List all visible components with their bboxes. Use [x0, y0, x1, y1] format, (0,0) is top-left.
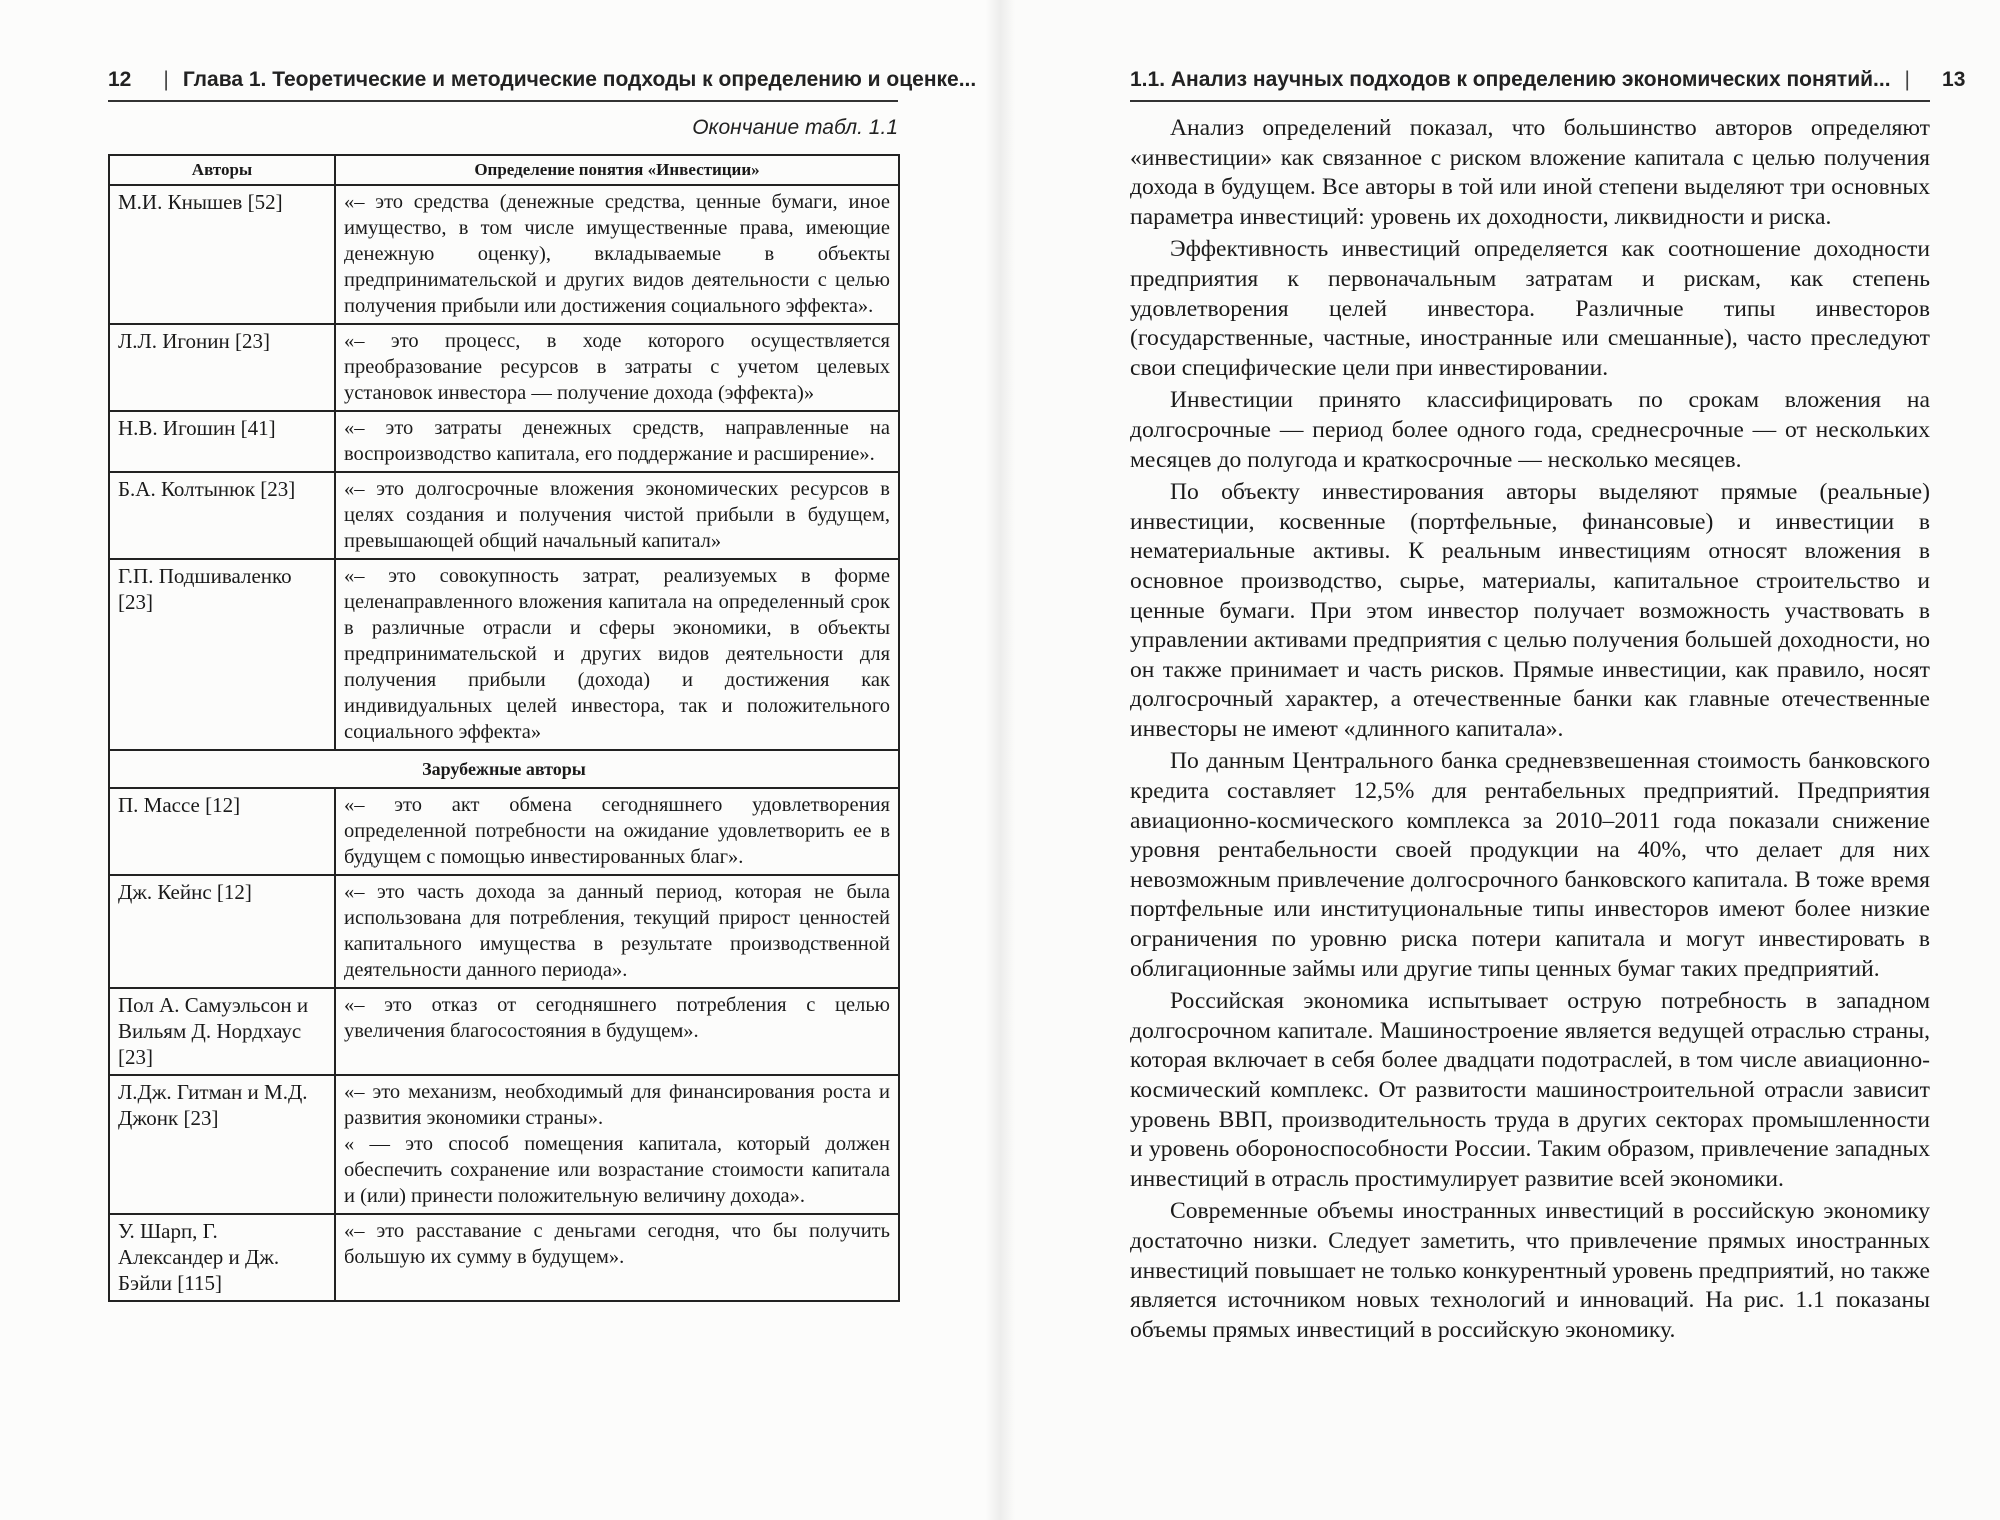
- right-body-text: [1130, 114, 1930, 1345]
- table-row: [109, 411, 899, 472]
- author-cell: Л.Дж. Гитман и М.Д. Джонк [23]: [109, 1075, 335, 1214]
- definition-cell: «– это процесс, в ходе которого осуществляется преобразование ресурсов в затраты с учетом целевых установок инвестора — получение дохода (эффекта)»: [335, 324, 899, 411]
- author-cell: П. Массе [12]: [109, 788, 335, 875]
- definition-cell: «– это часть дохода за данный период, которая не была использована для потребления, текущий прирост ценностей капитального имущества в результате производственной деятельности данного периода».: [335, 875, 899, 988]
- author-cell: Н.В. Игошин [41]: [109, 411, 335, 472]
- right-header-rule: [1130, 100, 1930, 102]
- paragraph: Современные объемы иностранных инвестиций в российскую экономику достаточно низки. Следует заметить, что привлечение прямых иностранных инвестиций повышает не только конкурентный уровень предприятий, но также является источником новых технологий и инноваций. На рис. 1.1 показаны объемы прямых инвестиций в российскую экономику.: [1130, 1198, 1930, 1343]
- table-row: [109, 472, 899, 559]
- definition-part-2: « — это способ помещения капитала, который должен обеспечить сохранение или возрастание стоимости капитала и (или) принести положительную величину дохода».: [344, 1133, 890, 1207]
- definition-cell: «– это расставание с деньгами сегодня, что бы получить большую их сумму в будущем».: [335, 1214, 899, 1301]
- paragraph: По объекту инвестирования авторы выделяют прямые (реальные) инвестиции, косвенные (портфельные, финансовые) и инвестиции в нематериальные активы. К реальным инвестициям относят вложения в основное производство, сырье, материалы, капитальное строительство и ценные бумаги. При этом инвестор получает возможность участвовать в управлении активами предприятия с целью получения большей доходности, но он также принимает и часть рисков. Прямые инвестиции, как правило, носят долгосрочный характер, а отечественные банки как главные отечественные инвесторы не имеют «длинного капитала».: [1130, 479, 1930, 742]
- right-running-head: [1130, 68, 1966, 92]
- table-row: [109, 559, 899, 750]
- paragraph: Анализ определений показал, что большинство авторов определяют «инвестиции» как связанное с риском вложение капитала с целью получения дохода в будущем. Все авторы в той или иной степени выделяют три основных параметра инвестиций: уровень их доходности, ликвидности и риска.: [1130, 115, 1930, 230]
- author-cell: Дж. Кейнс [12]: [109, 875, 335, 988]
- author-cell: М.И. Кнышев [52]: [109, 185, 335, 324]
- definition-cell: «– это средства (денежные средства, ценные бумаги, иное имущество, в том числе имущественные права, имеющие денежную оценку), вкладываемые в объекты предпринимательской и других видов деятельности с целью получения прибыли или достижения социального эффекта».: [335, 185, 899, 324]
- table-caption: Окончание табл. 1.1: [692, 116, 898, 139]
- table-row: [109, 988, 899, 1075]
- definition-cell: «– это отказ от сегодняшнего потребления с целью увеличения благосостояния в будущем».: [335, 988, 899, 1075]
- table-row: [109, 788, 899, 875]
- left-running-head: [108, 68, 977, 92]
- author-cell: Г.П. Подшиваленко [23]: [109, 559, 335, 750]
- left-header-rule: [108, 100, 898, 102]
- author-cell: У. Шарп, Г. Александер и Дж. Бэйли [115]: [109, 1214, 335, 1301]
- book-spine-shadow: [985, 0, 1015, 1520]
- definitions-table: [108, 154, 900, 1302]
- section-row: [109, 750, 899, 788]
- table-row: [109, 875, 899, 988]
- table-row: [109, 185, 899, 324]
- section-label-foreign-authors: Зарубежные авторы: [109, 750, 899, 788]
- author-cell: Л.Л. Игонин [23]: [109, 324, 335, 411]
- definition-cell: «– это акт обмена сегодняшнего удовлетворения определенной потребности на ожидание удовлетворить ее в будущем с помощью инвестированных благ».: [335, 788, 899, 875]
- column-header-authors: Авторы: [109, 155, 335, 185]
- right-section-title: 1.1. Анализ научных подходов к определению экономических понятий...: [1130, 68, 1891, 91]
- table-row: [109, 1214, 899, 1301]
- table-row: [109, 1075, 899, 1214]
- right-page-number: 13: [1942, 68, 1966, 91]
- left-page-number: 12: [108, 68, 132, 91]
- author-cell: Б.А. Колтынюк [23]: [109, 472, 335, 559]
- header-separator: |: [163, 68, 169, 91]
- paragraph: Российская экономика испытывает острую потребность в западном долгосрочном капитале. Машиностроение является ведущей отраслью страны, которая включает в себя более двадцати подотраслей, в том числе авиационно-космический комплекс. От развитости машиностроительной отрасли зависит уровень ВВП, производительность труда в других секторах промышленности и уровень обороноспособности России. Таким образом, привлечение западных инвестиций в отрасль простимулирует развитие всей экономики.: [1130, 988, 1930, 1192]
- definition-cell: [335, 1075, 899, 1214]
- definition-cell: «– это затраты денежных средств, направленные на воспроизводство капитала, его поддержание и расширение».: [335, 411, 899, 472]
- table-row: [109, 324, 899, 411]
- table-header-row: [109, 155, 899, 185]
- left-chapter-title: Глава 1. Теоретические и методические подходы к определению и оценке...: [182, 68, 977, 91]
- paragraph: Инвестиции принято классифицировать по срокам вложения на долгосрочные — период более одного года, среднесрочные — от нескольких месяцев до полугода и краткосрочные — несколько месяцев.: [1130, 387, 1930, 473]
- paragraph: По данным Центрального банка средневзвешенная стоимость банковского кредита составляет 12,5% для рентабельных предприятий. Предприятия авиационно-космического комплекса за 2010–2011 года показали снижение уровня рентабельности своей продукции на 40%, что делает для них невозможным привлечение долгосрочного банковского капитала. В тоже время портфельные или институциональные типы инвесторов имеют более низкие ограничения по уровню риска потери капитала и могут инвестировать в облигационные займы или другие типы ценных бумаг таких предприятий.: [1130, 748, 1930, 982]
- definition-cell: «– это совокупность затрат, реализуемых в форме целенаправленного вложения капитала на определенный срок в различные отрасли и сферы экономики, в объекты предпринимательской и других видов деятельности для получения прибыли (дохода) и достижения как индивидуальных целей инвестора, так и положительного социального эффекта»: [335, 559, 899, 750]
- definition-part-1: «– это механизм, необходимый для финансирования роста и развития экономики страны».: [344, 1081, 890, 1129]
- paragraph: Эффективность инвестиций определяется как соотношение доходности предприятия к первоначальным затратам и рискам, как степень удовлетворения целей инвестора. Различные типы инвесторов (государственные, частные, иностранные или смешанные), часто преследуют свои специфические цели при инвестировании.: [1130, 236, 1930, 381]
- column-header-definition: Определение понятия «Инвестиции»: [335, 155, 899, 185]
- definition-cell: «– это долгосрочные вложения экономических ресурсов в целях создания и получения чистой прибыли в будущем, превышающей общий начальный капитал»: [335, 472, 899, 559]
- author-cell: Пол А. Самуэльсон и Вильям Д. Нордхаус [23]: [109, 988, 335, 1075]
- header-separator: |: [1904, 68, 1911, 91]
